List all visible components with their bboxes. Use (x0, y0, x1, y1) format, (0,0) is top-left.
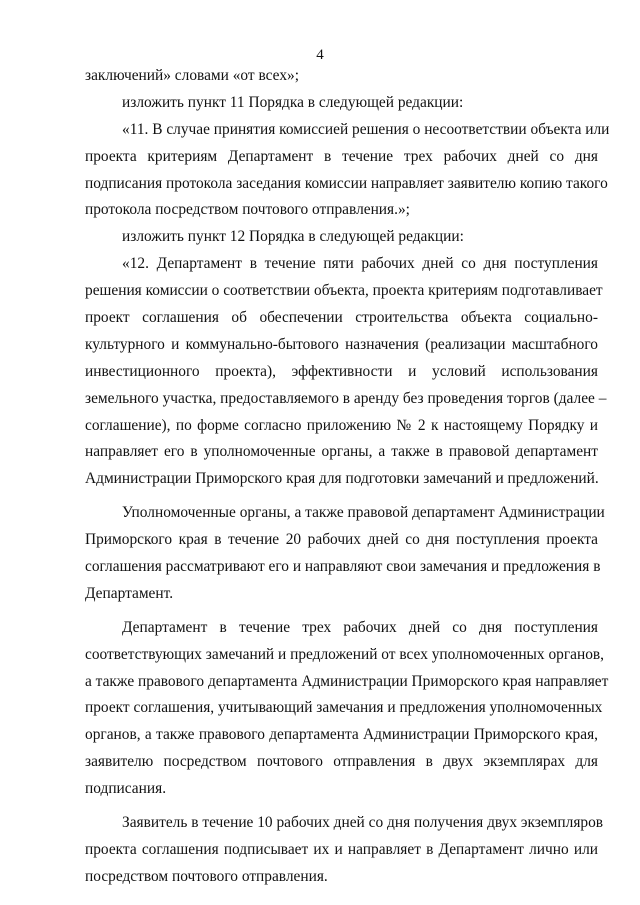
page-number: 4 (316, 47, 324, 63)
text-line: подписания. (85, 780, 167, 798)
paragraph (85, 810, 604, 891)
text-line: направляет его в уполномоченные органы, а также в правовой департамент (85, 443, 598, 461)
text-line: Уполномоченные органы, а также правовой департамент Администрации (122, 504, 605, 522)
text-line: соглашение), по форме согласно приложению № 2 к настоящему Порядку и (85, 416, 598, 434)
paragraph (85, 224, 598, 251)
text-line: Заявитель в течение 10 рабочих дней со дня получения двух экземпляров (122, 814, 604, 832)
text-line: культурного и коммунально-бытового назначения (реализации масштабного (85, 335, 598, 353)
text-line: земельного участка, предоставляемого в аренду без проведения торгов (далее – (85, 389, 607, 407)
text-line: протокола посредством почтового отправления.»; (85, 201, 410, 219)
text-line: соответствующих замечаний и предложений от всех уполномоченных органов, (85, 645, 605, 663)
text-line: а также правового департамента Администрации Приморского края направляет (85, 672, 609, 690)
paragraph (85, 90, 598, 117)
text-line: «11. В случае принятия комиссией решения о несоответствии объекта или (122, 120, 610, 138)
text-line: проекта соглашения подписывает их и направляет в Департамент лично или (85, 840, 598, 858)
text-line: заключений» словами «от всех»; (85, 67, 299, 84)
text-line: решения комиссии о соответствии объекта, проекта критериям подготавливает (85, 282, 603, 300)
paragraph (85, 500, 605, 608)
paragraph (85, 251, 607, 493)
text-line: посредством почтового отправления. (85, 867, 328, 885)
text-line: соглашения рассматривают его и направляют свои замечания и предложения в (85, 558, 601, 576)
paragraph (85, 117, 610, 225)
paragraph (85, 63, 598, 90)
text-line: проект соглашения, учитывающий замечания и предложения уполномоченных (85, 699, 603, 717)
text-line: Приморского края в течение 20 рабочих дней со дня поступления проекта (85, 531, 598, 549)
paragraph (85, 615, 609, 803)
text-line: проект соглашения об обеспечении строительства объекта социально- (85, 309, 598, 327)
text-line: изложить пункт 12 Порядка в следующей редакции: (122, 228, 464, 246)
text-line: Администрации Приморского края для подготовки замечаний и предложений. (85, 470, 599, 488)
document-body (85, 63, 610, 891)
text-line: заявителю посредством почтового отправления в двух экземплярах для (85, 753, 598, 771)
text-line: инвестиционного проекта), эффективности и условий использования (85, 362, 598, 380)
text-line: Департамент в течение трех рабочих дней со дня поступления (122, 618, 598, 636)
text-line: Департамент. (85, 584, 174, 602)
text-line: «12. Департамент в течение пяти рабочих дней со дня поступления (122, 255, 598, 273)
text-line: изложить пункт 11 Порядка в следующей редакции: (122, 93, 464, 111)
text-line: подписания протокола заседания комиссии направляет заявителю копию такого (85, 174, 608, 192)
text-line: проекта критериям Департамент в течение трех рабочих дней со дня (85, 147, 598, 165)
text-line: органов, а также правового департамента Администрации Приморского края, (85, 726, 598, 744)
